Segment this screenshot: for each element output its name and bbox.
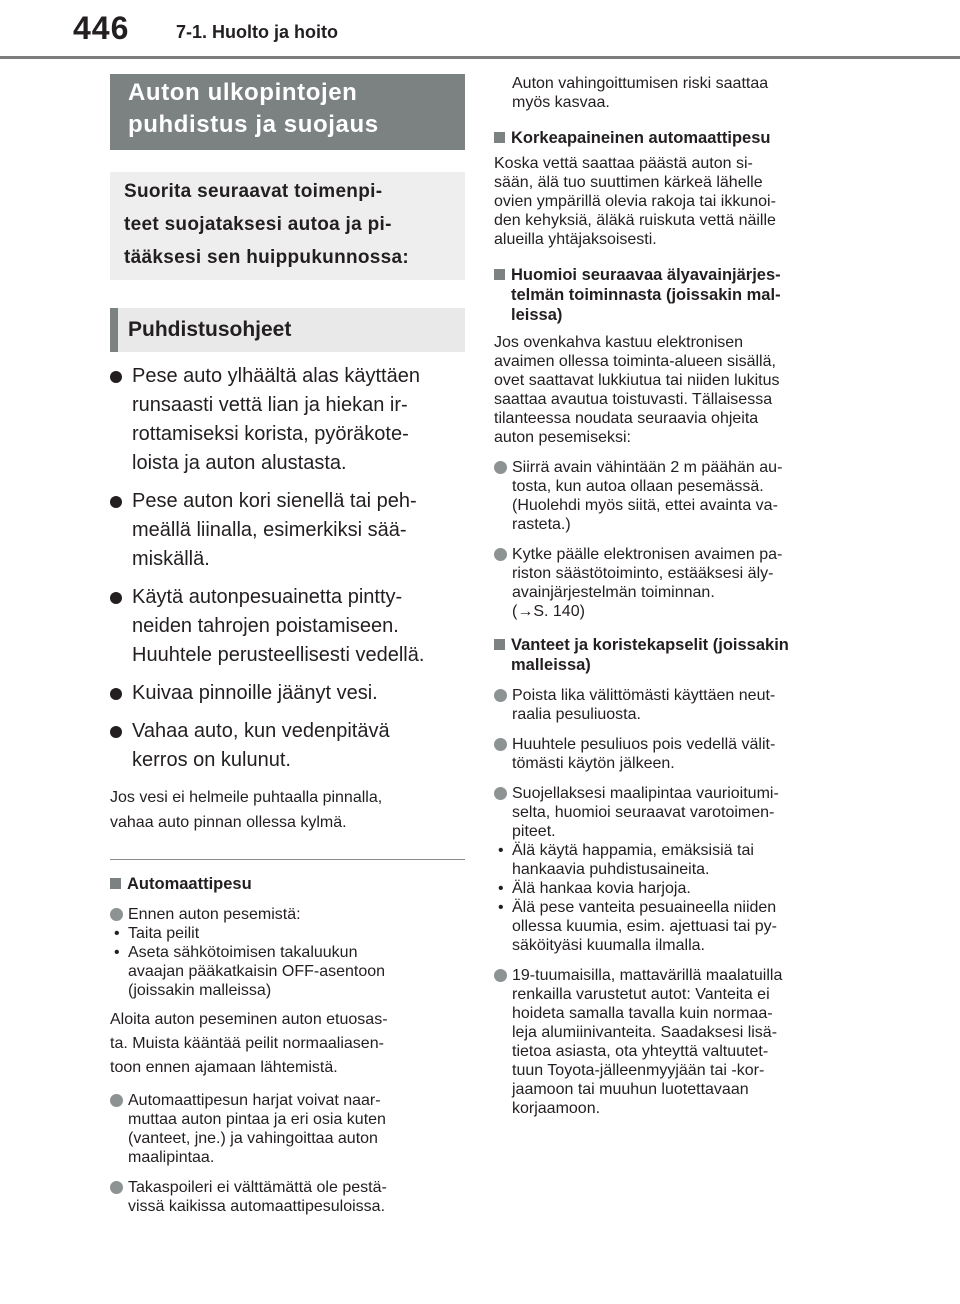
circle-bullet-icon — [494, 461, 507, 474]
circle-bullet-icon — [494, 548, 507, 561]
circle-bullet-icon — [494, 787, 507, 800]
circle-bullet-icon — [110, 1094, 123, 1107]
dot-bullet-icon: • — [498, 842, 504, 859]
list-item: Vahaa auto, kun vedenpitävä kerros on kulunut. — [110, 717, 465, 775]
list-item: • Älä hankaa kovia harjoja. — [498, 880, 691, 897]
chapter-title: 7-1. Huolto ja hoito — [176, 22, 338, 42]
list-item: Takaspoileri ei välttämättä ole pestä- vissä kaikissa automaattipesuloissa. — [110, 1178, 465, 1216]
list-item: Suojellaksesi maalipintaa vaurioitumi- selta, huomioi seuraavat varotoimen- piteet. — [494, 784, 846, 841]
list-item: Käytä autonpesuainetta pintty- neiden tahrojen poistamiseen. Huuhtele perusteellisesti vedellä. — [110, 583, 465, 670]
cleaning-bullet-list — [110, 362, 465, 775]
list-item: • Taita peilit — [114, 925, 200, 942]
bullet-icon — [110, 726, 122, 738]
intro-box: Suorita seuraavat toimenpi- teet suojataksesi autoa ja pi- tääksesi sen huippukunnossa: — [110, 172, 465, 280]
continued-text: Auton vahingoittumisen riski saattaa myös kasvaa. — [512, 75, 769, 111]
list-item: Kuivaa pinnoille jäänyt vesi. — [110, 679, 465, 708]
wax-note: Jos vesi ei helmeile puhtaalla pinnalla, vahaa auto pinnan ollessa kylmä. — [110, 789, 383, 831]
bullet-icon — [110, 688, 122, 700]
bullet-icon — [110, 371, 122, 383]
heading-alyavain: Huomioi seuraavaa älyavainjärjes- telmän toiminnasta (joissakin mal- leissa) — [494, 265, 846, 325]
dot-bullet-icon: • — [498, 880, 504, 897]
list-item: • Aseta sähkötoimisen takaluukun avaajan pääkatkaisin OFF-asentoon (joissakin malleissa) — [114, 944, 386, 999]
circle-bullet-icon — [110, 1181, 123, 1194]
square-bullet-icon — [494, 269, 505, 280]
list-item: • Älä pese vanteita pesuaineella niiden ollessa kuumia, esim. ajettuasi tai py- säköityäsi kuumalla ilmalla. — [498, 899, 777, 954]
heading-vanteet: Vanteet ja koristekapselit (joissakin malleissa) — [494, 635, 846, 675]
circle-bullet-icon — [494, 738, 507, 751]
arrow-right-icon: → — [517, 603, 534, 620]
paragraph: Aloita auton peseminen auton etuosas- ta. Muista kääntää peilit normaaliasen- toon ennen ajamaan lähtemistä. — [110, 1011, 388, 1076]
page-header — [0, 0, 960, 60]
heading-korkeapaineinen: Korkeapaineinen automaattipesu — [494, 128, 846, 148]
list-item: Poista lika välittömästi käyttäen neut- raalia pesuliuosta. — [494, 686, 846, 724]
circle-bullet-icon — [110, 908, 123, 921]
left-column — [110, 74, 465, 1216]
section-title: Auton ulkopintojen puhdistus ja suojaus — [110, 74, 465, 150]
heading-automaattipesu: Automaattipesu — [110, 874, 465, 894]
bullet-icon — [110, 496, 122, 508]
paragraph: Koska vettä saattaa päästä auton si- sään, älä tuo suuttimen kärkeä lähelle ovien ympärillä olevia rakoja tai ikkunoi- den kehyksiä, äläkä ruiskuta vettä näille alueilla yhtäjaksoisesti. — [494, 155, 776, 248]
square-bullet-icon — [494, 639, 505, 650]
dot-bullet-icon: • — [498, 899, 504, 916]
list-item: Automaattipesun harjat voivat naar- muttaa auton pintaa ja eri osia kuten (vanteet, jne.) ja vahingoittaa auton maalipintaa. — [110, 1091, 465, 1167]
list-item: • Älä käytä happamia, emäksisiä tai hankaavia puhdistusaineita. — [498, 842, 754, 878]
list-item: Pese auton kori sienellä tai peh- meällä liinalla, esimerkiksi sää- miskällä. — [110, 487, 465, 574]
list-item: Pese auto ylhäältä alas käyttäen runsaasti vettä lian ja hiekan ir- rottamiseksi korista, pyöräkote- loista ja auton alustasta. — [110, 362, 465, 478]
subheading-cleaning: Puhdistusohjeet — [110, 308, 465, 352]
dot-bullet-icon: • — [114, 925, 120, 942]
dot-bullet-icon: • — [114, 944, 120, 961]
square-bullet-icon — [110, 878, 121, 889]
square-bullet-icon — [494, 132, 505, 143]
sub-list — [110, 924, 465, 1000]
section-divider — [110, 859, 465, 860]
list-item: Ennen auton pesemistä: — [110, 905, 465, 924]
bullet-icon — [110, 592, 122, 604]
circle-bullet-icon — [494, 969, 507, 982]
list-item: Siirrä avain vähintään 2 m päähän au- tosta, kun autoa ollaan pesemässä. (Huolehdi myös siitä, ettei avainta va- rasteta.) — [494, 458, 846, 534]
list-item: Huuhtele pesuliuos pois vedellä välit- tömästi käytön jälkeen. — [494, 735, 846, 773]
right-column — [494, 74, 846, 1118]
list-item: Kytke päälle elektronisen avaimen pa- riston säästötoiminto, estääksesi äly- avainjärjestelmän toiminnan. (→S. 140) — [494, 545, 846, 621]
page-reference[interactable]: (→S. 140) — [512, 603, 585, 620]
sub-list — [494, 841, 846, 955]
list-item: 19-tuumaisilla, mattavärillä maalatuilla renkailla varustetut autot: Vanteita ei hoideta samalla tavalla kuin normaa- leja alumiinivanteita. Saadaksesi lisä- tietoa asiasta, ota yhteyttä valtuutet- tuun Toyota-jälleenmyyjään tai -kor- jaamoon tai muuhun luotettavaan korjaamoon. — [494, 966, 846, 1118]
header-rule — [0, 56, 960, 59]
page-number: 446 — [73, 10, 130, 46]
circle-bullet-icon — [494, 689, 507, 702]
paragraph: Jos ovenkahva kastuu elektronisen avaimen ollessa toiminta-alueen sisällä, ovet saattavat lukkiutua tai niiden lukitus saattaa avautua toistuvasti. Tällaisessa tilanteessa noudata seuraavia ohjeita auton pesemiseksi: — [494, 334, 780, 446]
